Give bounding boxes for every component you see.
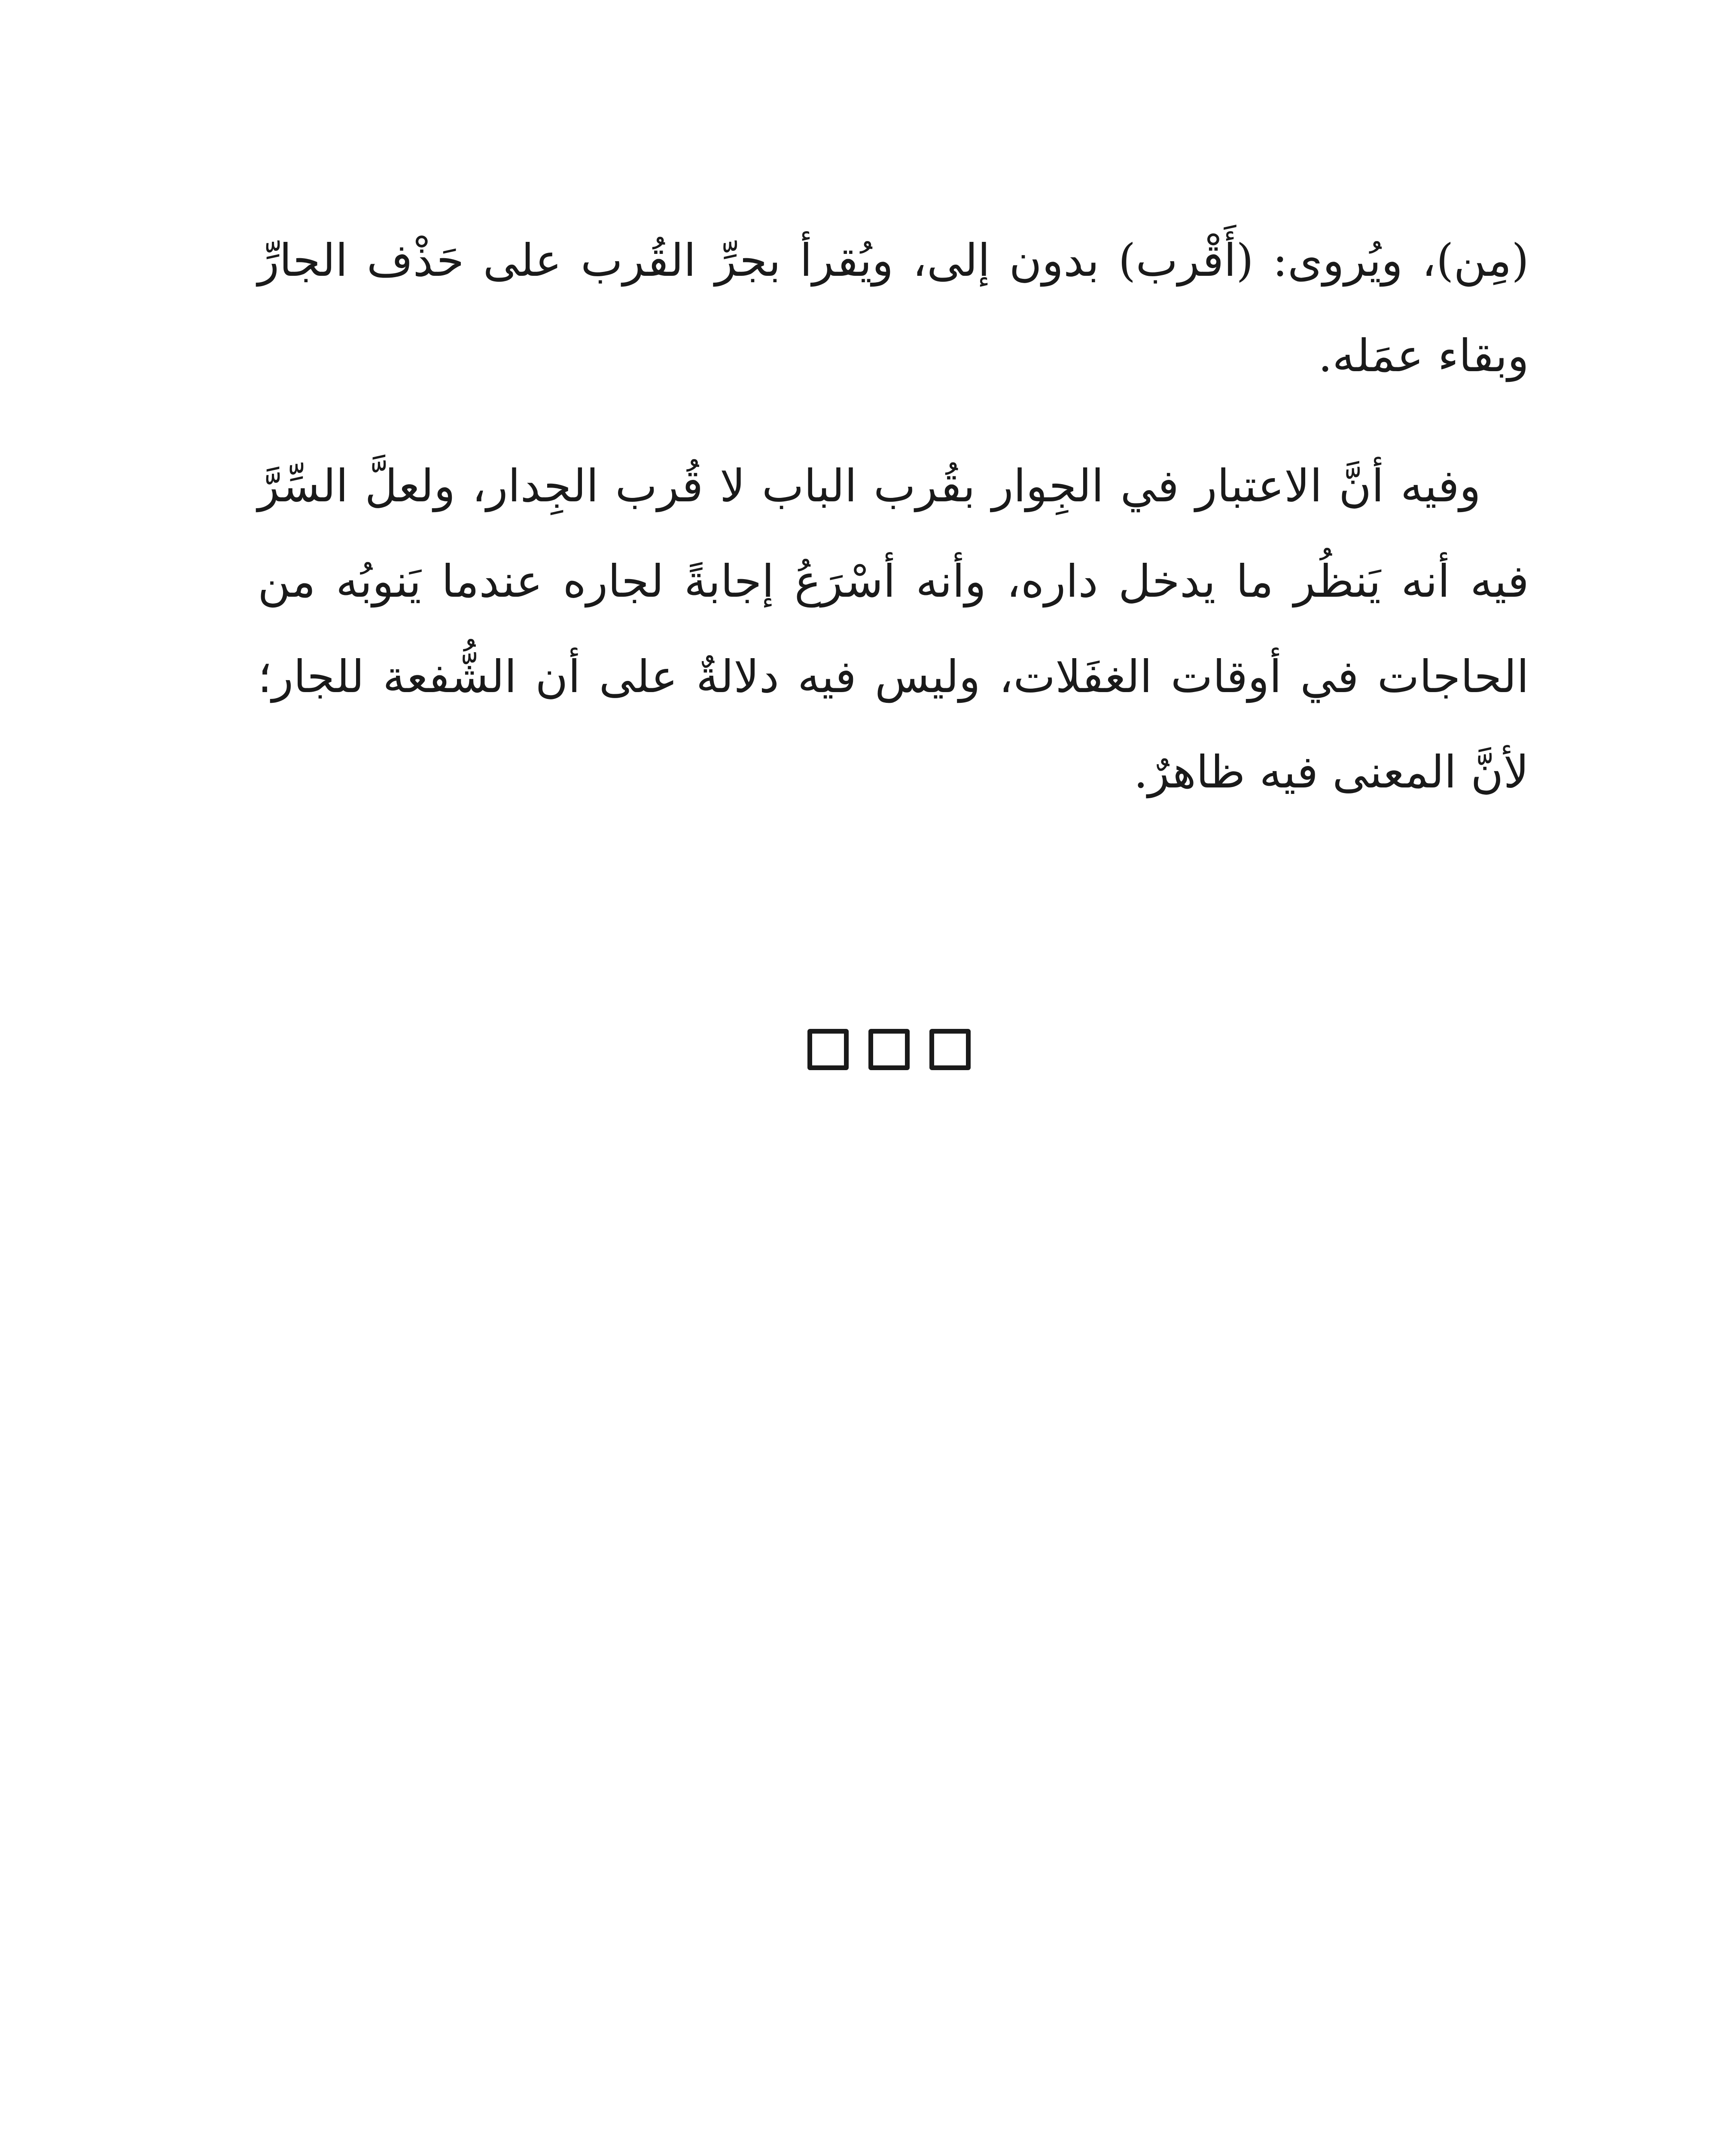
square-ornament-icon (868, 1029, 910, 1070)
section-divider-ornament (807, 1029, 971, 1076)
square-ornament-icon (929, 1029, 971, 1070)
paragraph-continuation: (مِن)، ويُروى: (أَقْرب) بدون إلى، ويُقرأ بجرِّ القُرب على حَذْف الجارِّ وبقاء عمَله. (258, 234, 1529, 382)
paragraph-commentary: وفيه أنَّ الاعتبار في الجِوار بقُرب الباب لا قُرب الجِدار، ولعلَّ السِّرَّ فيه أنه يَنظُر ما يدخل داره، وأنه أسْرَعُ إجابةً لجاره عندما يَنوبُه من الحاجات في أوقات الغفَلات، وليس فيه دلالةٌ على أن الشُّفعة للجار؛ لأنَّ المعنى فيه ظاهرٌ. (258, 460, 1529, 798)
square-ornament-icon (807, 1029, 849, 1070)
